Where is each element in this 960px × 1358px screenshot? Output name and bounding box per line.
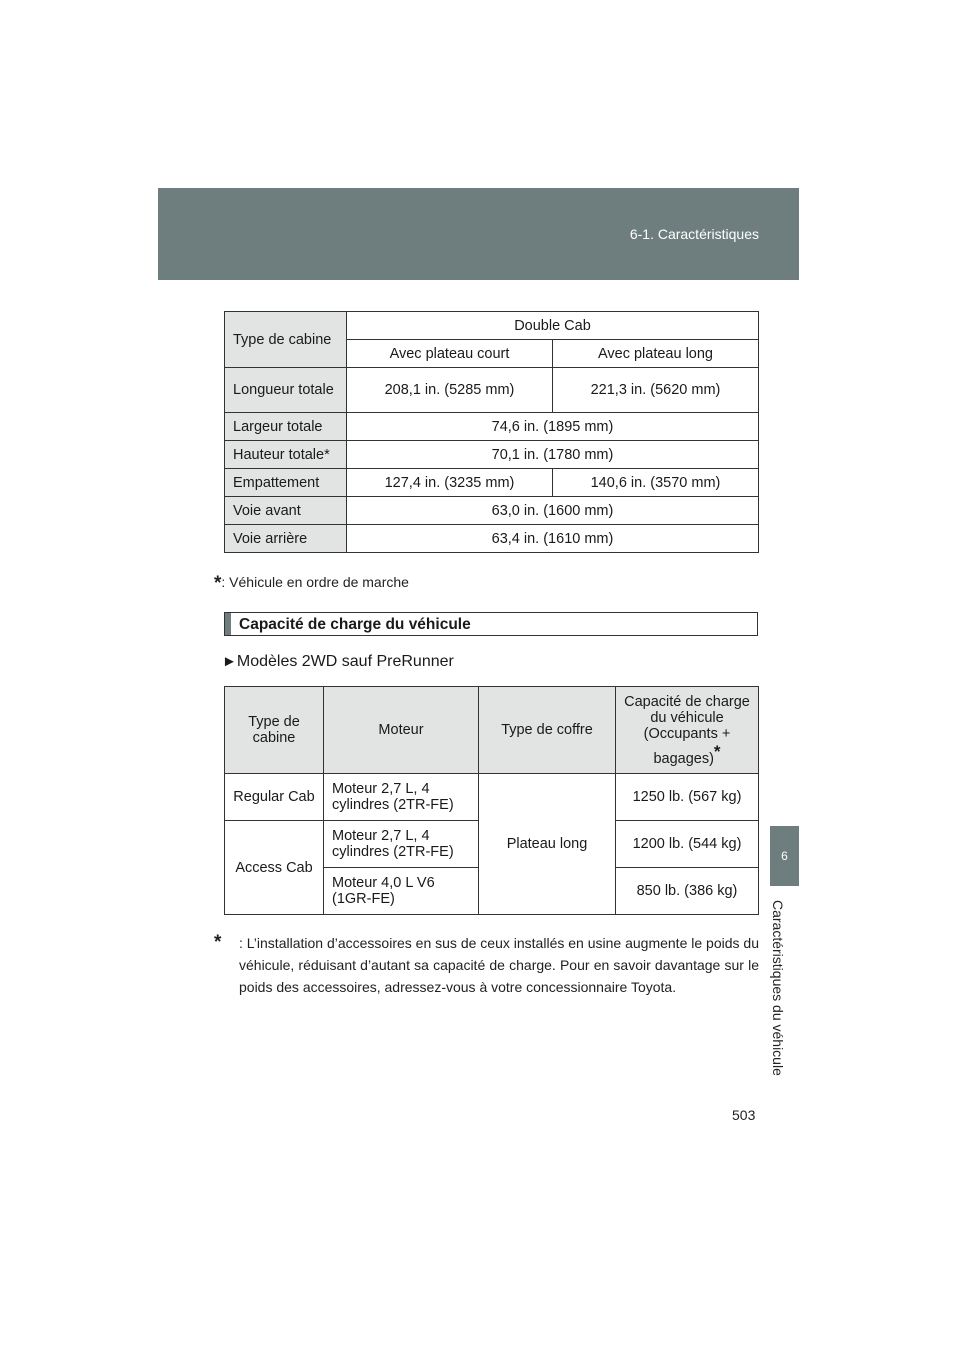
footnote-marker: * <box>214 932 222 953</box>
cell-value: 208,1 in. (5285 mm) <box>347 368 553 413</box>
footnote-operating-order <box>214 573 409 595</box>
cell-value: 127,4 in. (3235 mm) <box>347 469 553 497</box>
page-header <box>158 188 799 280</box>
cell-cab: Access Cab <box>225 821 324 915</box>
cell-value: 70,1 in. (1780 mm) <box>347 441 759 469</box>
table-row <box>225 469 759 497</box>
footnote-text: : Véhicule en ordre de marche <box>221 574 409 590</box>
col-short-header: Avec plateau court <box>347 340 553 368</box>
cab-name: Double Cab <box>347 312 759 340</box>
section-title-text: Capacité de charge du véhicule <box>239 616 471 633</box>
cell-value: 140,6 in. (3570 mm) <box>553 469 759 497</box>
triangle-right-icon: ► <box>222 653 237 670</box>
chapter-tab[interactable]: 6 <box>770 826 799 886</box>
cell-value: 221,3 in. (5620 mm) <box>553 368 759 413</box>
col-long-header: Avec plateau long <box>553 340 759 368</box>
cell-cab: Regular Cab <box>225 774 324 821</box>
chapter-label: Caractéristiques du véhicule <box>770 900 786 1076</box>
row-label: Largeur totale <box>225 413 347 441</box>
cell-engine: Moteur 2,7 L, 4 cylindres (2TR-FE) <box>324 774 479 821</box>
row-label: Empattement <box>225 469 347 497</box>
cell-engine: Moteur 2,7 L, 4 cylindres (2TR-FE) <box>324 821 479 868</box>
header-cab: Type de cabine <box>225 687 324 774</box>
row-label: Longueur totale <box>225 368 347 413</box>
header-bed: Type de coffre <box>479 687 616 774</box>
table-row <box>225 497 759 525</box>
row-label: Hauteur totale* <box>225 441 347 469</box>
model-subheading <box>222 653 454 671</box>
table-row <box>225 368 759 413</box>
load-capacity-table <box>224 686 759 915</box>
dimensions-table <box>224 311 759 553</box>
table-row <box>225 774 759 821</box>
footnote-accessories <box>214 930 759 998</box>
cell-engine: Moteur 4,0 L V6 (1GR-FE) <box>324 868 479 915</box>
footnote-text: : L’installation d’accessoires en sus de ceux installés en usine augmente le poids du véhicule, réduisant d’autant sa capacité de charge. Pour en savoir davantage sur le poids des accessoires, adressez-vous à votre concessionnaire Toyota. <box>239 935 759 995</box>
row-label: Voie arrière <box>225 525 347 553</box>
cell-capacity: 850 lb. (386 kg) <box>616 868 759 915</box>
header-capacity-text: Capacité de charge du véhicule (Occupants + bagages) <box>624 693 750 767</box>
cell-value: 63,4 in. (1610 mm) <box>347 525 759 553</box>
section-title: 6-1. Caractéristiques <box>629 226 759 242</box>
table-row <box>225 413 759 441</box>
header-engine: Moteur <box>324 687 479 774</box>
cab-type-label: Type de cabine <box>225 312 347 368</box>
section-accent <box>225 613 231 635</box>
section-heading <box>224 612 758 636</box>
subheading-text: Modèles 2WD sauf PreRunner <box>236 653 454 670</box>
row-label: Voie avant <box>225 497 347 525</box>
cell-value: 74,6 in. (1895 mm) <box>347 413 759 441</box>
cell-value: 63,0 in. (1600 mm) <box>347 497 759 525</box>
footnote-marker: * <box>214 573 222 594</box>
cell-capacity: 1200 lb. (544 kg) <box>616 821 759 868</box>
page-number: 503 <box>732 1107 756 1123</box>
cell-capacity: 1250 lb. (567 kg) <box>616 774 759 821</box>
table-header-row <box>225 687 759 774</box>
table-row <box>225 441 759 469</box>
header-capacity <box>616 687 759 774</box>
table-row <box>225 525 759 553</box>
footnote-marker: * <box>713 741 721 761</box>
cell-bed: Plateau long <box>479 774 616 915</box>
